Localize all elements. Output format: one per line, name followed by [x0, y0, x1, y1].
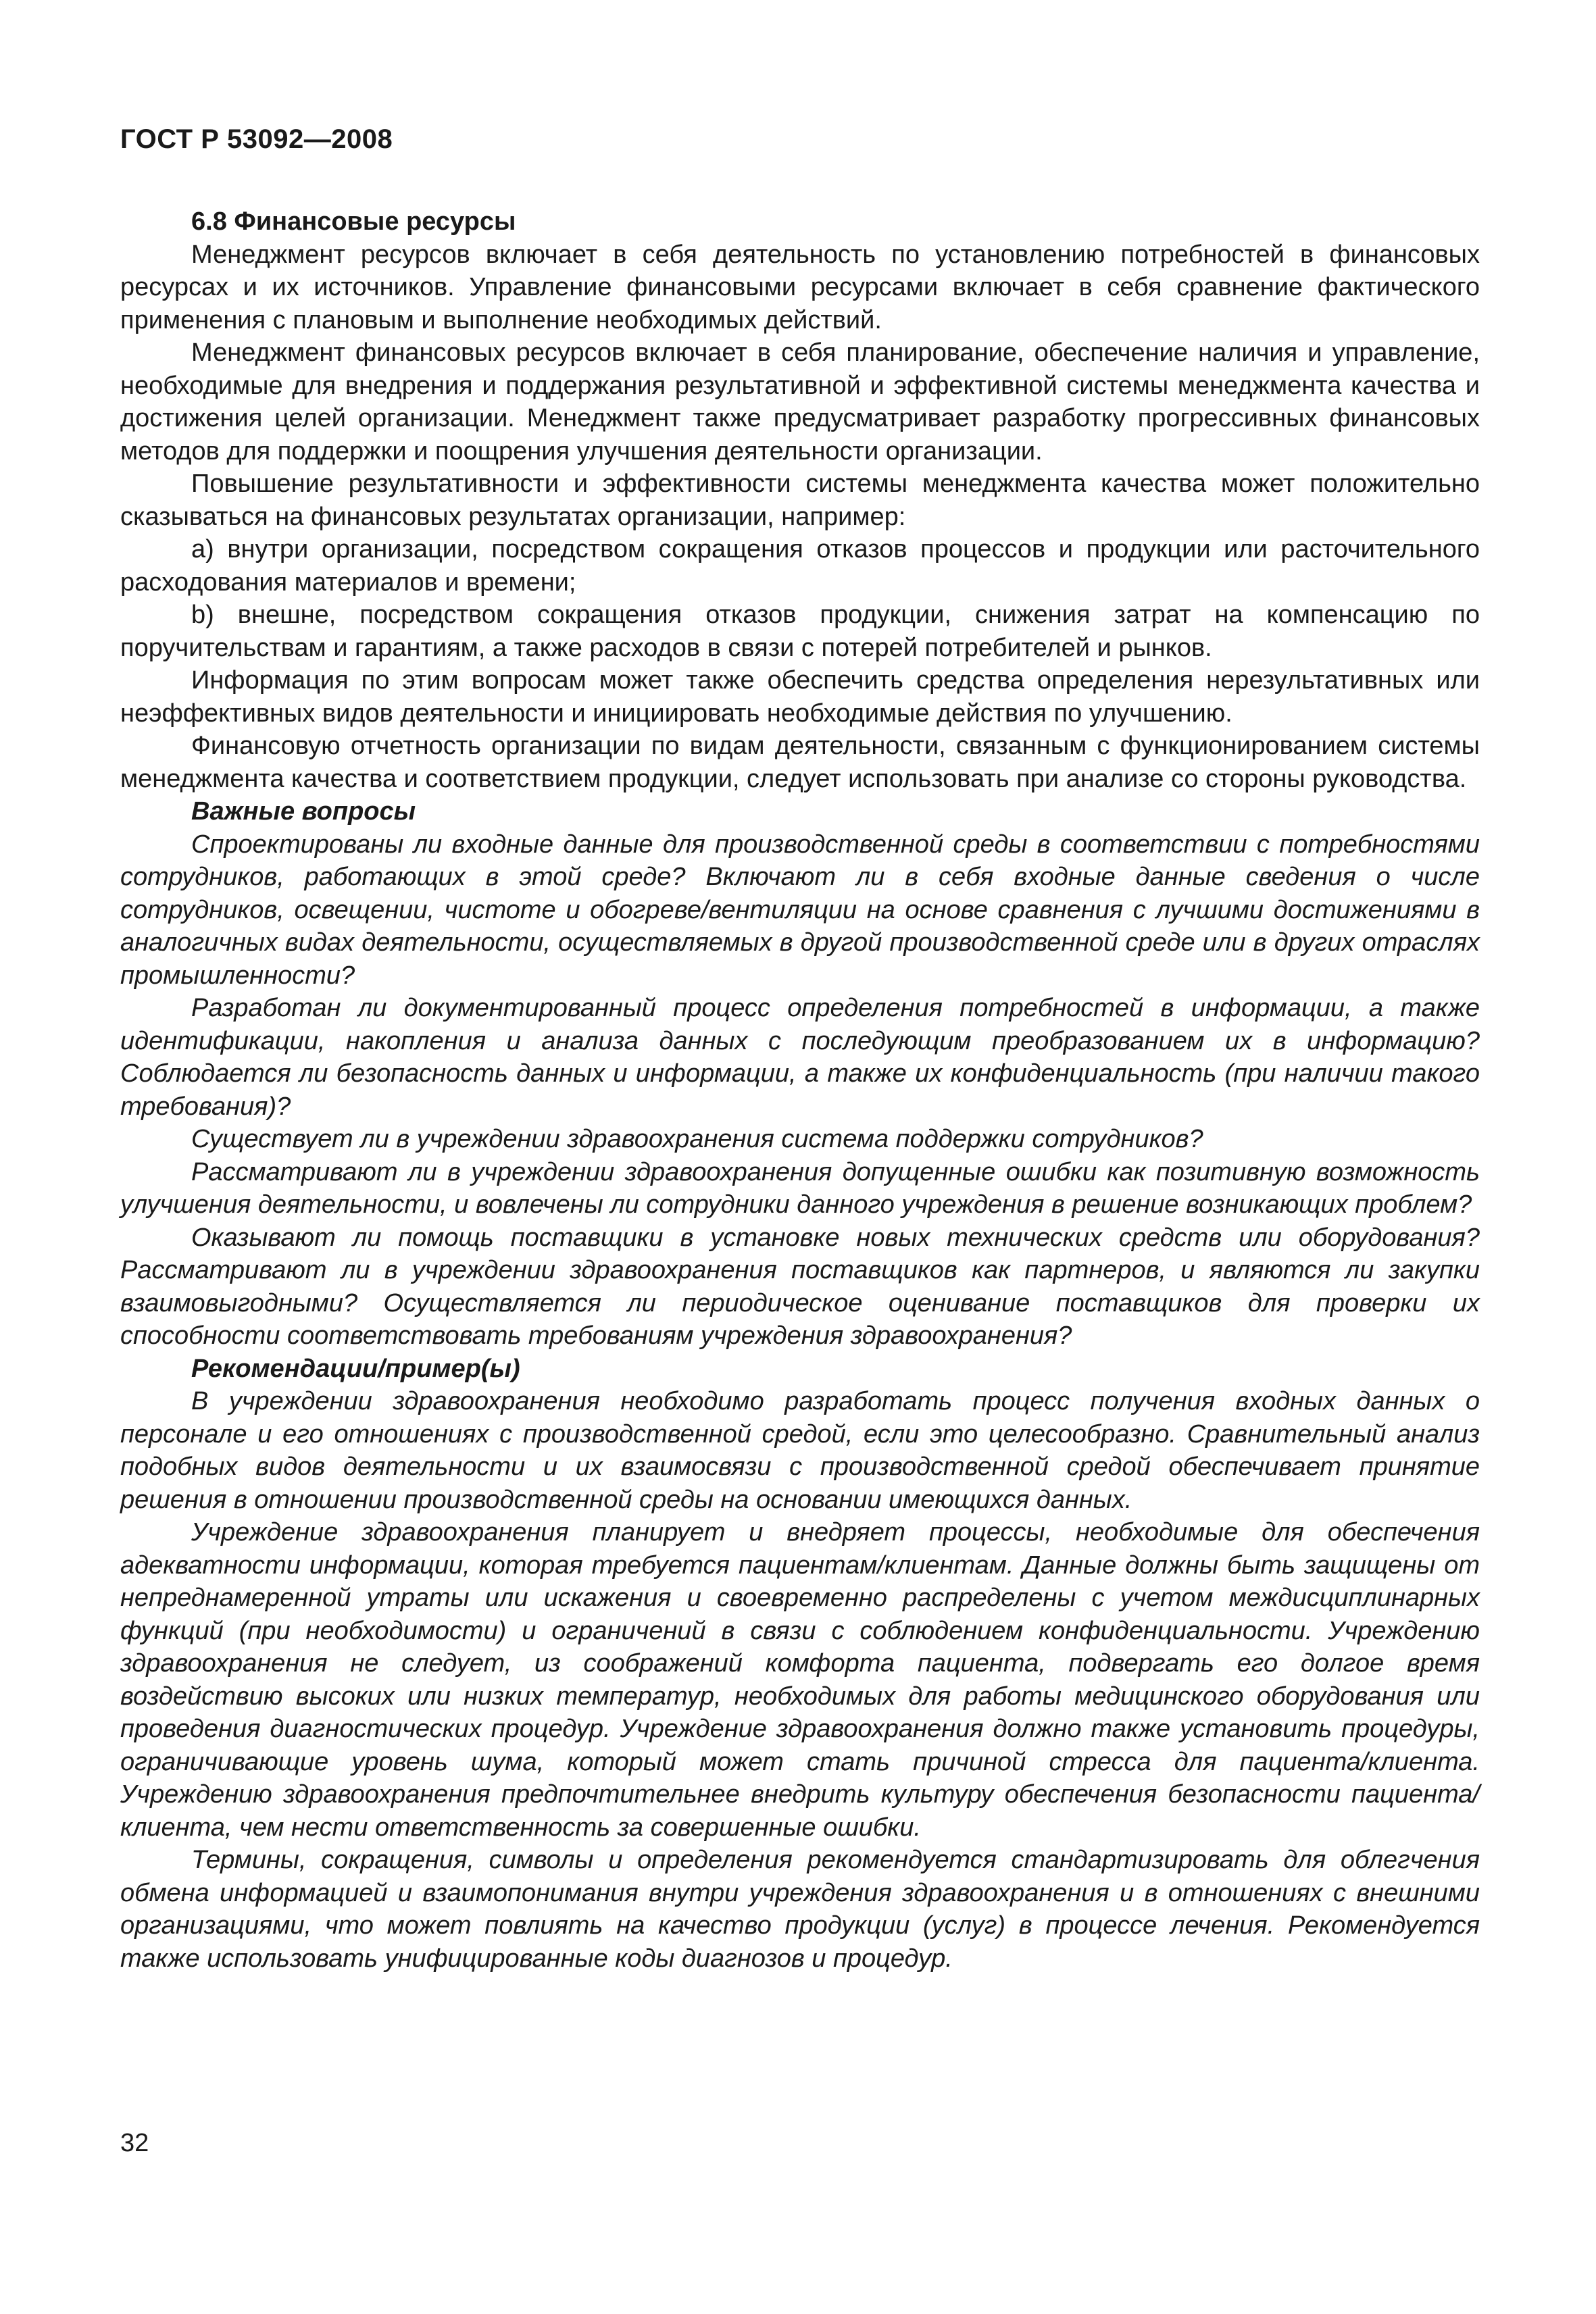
- recommendation-paragraph: Учреждение здравоохранения планирует и внедряет процессы, необходимые для обеспечения адекватности информации, которая требуется пациентам/клиентам. Данные должны быть защищены от непреднамеренной утраты или искажения и своевременно распределены с учетом междисциплинарных функций (при необходимости) и ограничений в связи с соблюдением конфиденциальности. Учреждению здравоохранения не следует, из соображений комфорта пациента, подвергать его долгое время воздействию высоких или низких температур, необходимых для работы медицинского оборудования или проведения диагностических процедур. Учреждение здравоохранения должно также установить процедуры, ограничивающие уровень шума, который может стать причиной стресса для пациента/клиента. Учреждению здравоохранения предпочтительнее внедрить культуру обеспечения безопасности пациента/клиента, чем нести ответственность за совершенные ошибки.: [120, 1518, 1480, 1842]
- document-page: [120, 123, 1480, 1975]
- document-body: [120, 205, 1480, 1975]
- section-title: 6.8 Финансовые ресурсы: [191, 207, 516, 236]
- question-paragraph: Рассматривают ли в учреждении здравоохранения допущенные ошибки как позитивную возможность улучшения деятельности, и вовлечены ли сотрудники данного учреждения в решение возникающих проблем?: [120, 1157, 1480, 1219]
- recommendation-paragraph: В учреждении здравоохранения необходимо разработать процесс получения входных данных о персонале и его отношениях с производственной средой, если это целесообразно. Сравнительный анализ подобных видов деятельности и их взаимосвязи с производственной средой обеспечивает принятие решения в отношении производственной среды на основании имеющихся данных.: [120, 1387, 1480, 1514]
- body-paragraph: Повышение результативности и эффективности системы менеджмента качества может положительно сказываться на финансовых результатах организации, например:: [120, 470, 1480, 531]
- body-paragraph: Менеджмент финансовых ресурсов включает в себя планирование, обеспечение наличия и управление, необходимые для внедрения и поддержания результативной и эффективной системы менеджмента качества и достижения целей организации. Менеджмент также предусматривает разработку прогрессивных финансовых методов для поддержки и поощрения улучшения деятельности организации.: [120, 338, 1480, 466]
- question-paragraph: Существует ли в учреждении здравоохранения система поддержки сотрудников?: [191, 1125, 1203, 1153]
- question-paragraph: Разработан ли документированный процесс определения потребностей в информации, а также идентификации, накопления и анализа данных с последующим преобразованием их в информацию? Соблюдается ли безопасность данных и информации, а также их конфиденциальность (при наличии такого требования)?: [120, 994, 1480, 1121]
- body-paragraph: Финансовую отчетность организации по видам деятельности, связанным с функционированием системы менеджмента качества и соответствием продукции, следует использовать при анализе со стороны руководства.: [120, 732, 1480, 793]
- document-code-header: ГОСТ Р 53092—2008: [120, 124, 393, 154]
- body-paragraph: Менеджмент ресурсов включает в себя деятельность по установлению потребностей в финансовых ресурсах и их источников. Управление финансовыми ресурсами включает в себя сравнение фактического применения с плановым и выполнение необходимых действий.: [120, 240, 1480, 334]
- body-paragraph: Информация по этим вопросам может также обеспечить средства определения нерезультативных или неэффективных видов деятельности и инициировать необходимые действия по улучшению.: [120, 666, 1480, 728]
- list-item-b: b) внешне, посредством сокращения отказов продукции, снижения затрат на компенсацию по поручительствам и гарантиям, а также расходов в связи с потерей потребителей и рынков.: [120, 601, 1480, 662]
- important-questions-heading: Важные вопросы: [191, 797, 416, 826]
- page-number: 32: [120, 2129, 149, 2157]
- recommendations-heading: Рекомендации/пример(ы): [191, 1354, 520, 1383]
- recommendation-paragraph: Термины, сокращения, символы и определения рекомендуется стандартизировать для облегчения обмена информацией и взаимопонимания внутри учреждения здравоохранения и в отношениях с внешними организациями, что может повлиять на качество продукции (услуг) в процессе лечения. Рекомендуется также использовать унифицированные коды диагнозов и процедур.: [120, 1846, 1480, 1973]
- list-item-a: а) внутри организации, посредством сокращения отказов процессов и продукции или расточительного расходования материалов и времени;: [120, 535, 1480, 597]
- question-paragraph: Спроектированы ли входные данные для производственной среды в соответствии с потребностями сотрудников, работающих в этой среде? Включают ли в себя входные данные сведения о числе сотрудников, освещении, чистоте и обогреве/вентиляции на основе сравнения с лучшими достижениями в аналогичных видах деятельности, осуществляемых в другой производственной среде или в других отраслях промышленности?: [120, 830, 1480, 990]
- question-paragraph: Оказывают ли помощь поставщики в установке новых технических средств или оборудования? Рассматривают ли в учреждении здравоохранения поставщиков как партнеров, и являются ли закупки взаимовыгодными? Осуществляется ли периодическое оценивание поставщиков для проверки их способности соответствовать требованиям учреждения здравоохранения?: [120, 1223, 1480, 1350]
